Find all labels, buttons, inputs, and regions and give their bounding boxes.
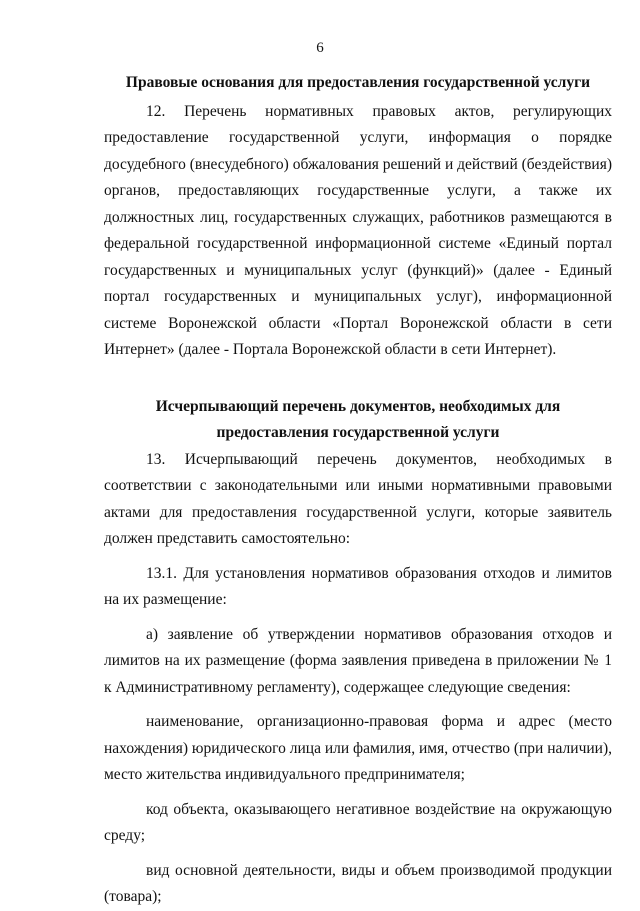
paragraph-13: 13. Исчерпывающий перечень документов, необходимых в соответствии с законодательными или иными нормативными правовыми актами для предоставления государственной услуги, которые заявитель должен представить самостоятельно: [104, 450, 612, 547]
section-heading-legal-basis: Правовые основания для предоставления государственной услуги [125, 74, 591, 91]
paragraph-object-code: код объекта, оказывающего негативное воздействие на окружающую среду; [104, 800, 612, 844]
section-heading-documents [104, 394, 612, 447]
page-number: 6 [316, 40, 324, 56]
paragraph-main-activity: вид основной деятельности, виды и объем производимой продукции (товара); [104, 861, 612, 905]
section-heading-documents-line-1: Исчерпывающий перечень документов, необходимых для [155, 397, 561, 415]
document-body [104, 70, 612, 911]
paragraph-12: 12. Перечень нормативных правовых актов, регулирующих предоставление государственной услуги, информация о порядке досудебного (внесудебного) обжалования решений и действий (бездействия) органов, предоставляющих государственные услуги, а также их должностных лиц, государственных служащих, работников размещаются в федеральной государственной информационной системе «Единый портал государственных и муниципальных услуг (функций)» (далее - Единый портал государственных и муниципальных услуг), информационной системе Воронежской области «Портал Воронежской области в сети Интернет» (далее - Портала Воронежской области в сети Интернет). [104, 102, 613, 358]
paragraph-name-details: наименование, организационно-правовая форма и адрес (место нахождения) юридического лица или фамилия, имя, отчество (при наличии), место жительства индивидуального предпринимателя; [104, 713, 612, 783]
paragraph-13-1: 13.1. Для установления нормативов образования отходов и лимитов на их размещение: [104, 564, 612, 608]
section-heading-documents-line-2: предоставления государственной услуги [216, 424, 500, 441]
paragraph-13-1-a: а) заявление об утверждении нормативов образования отходов и лимитов на их размещение (форма заявления приведена в приложении № 1 к Административному регламенту), содержащее следующие сведения: [104, 625, 612, 696]
